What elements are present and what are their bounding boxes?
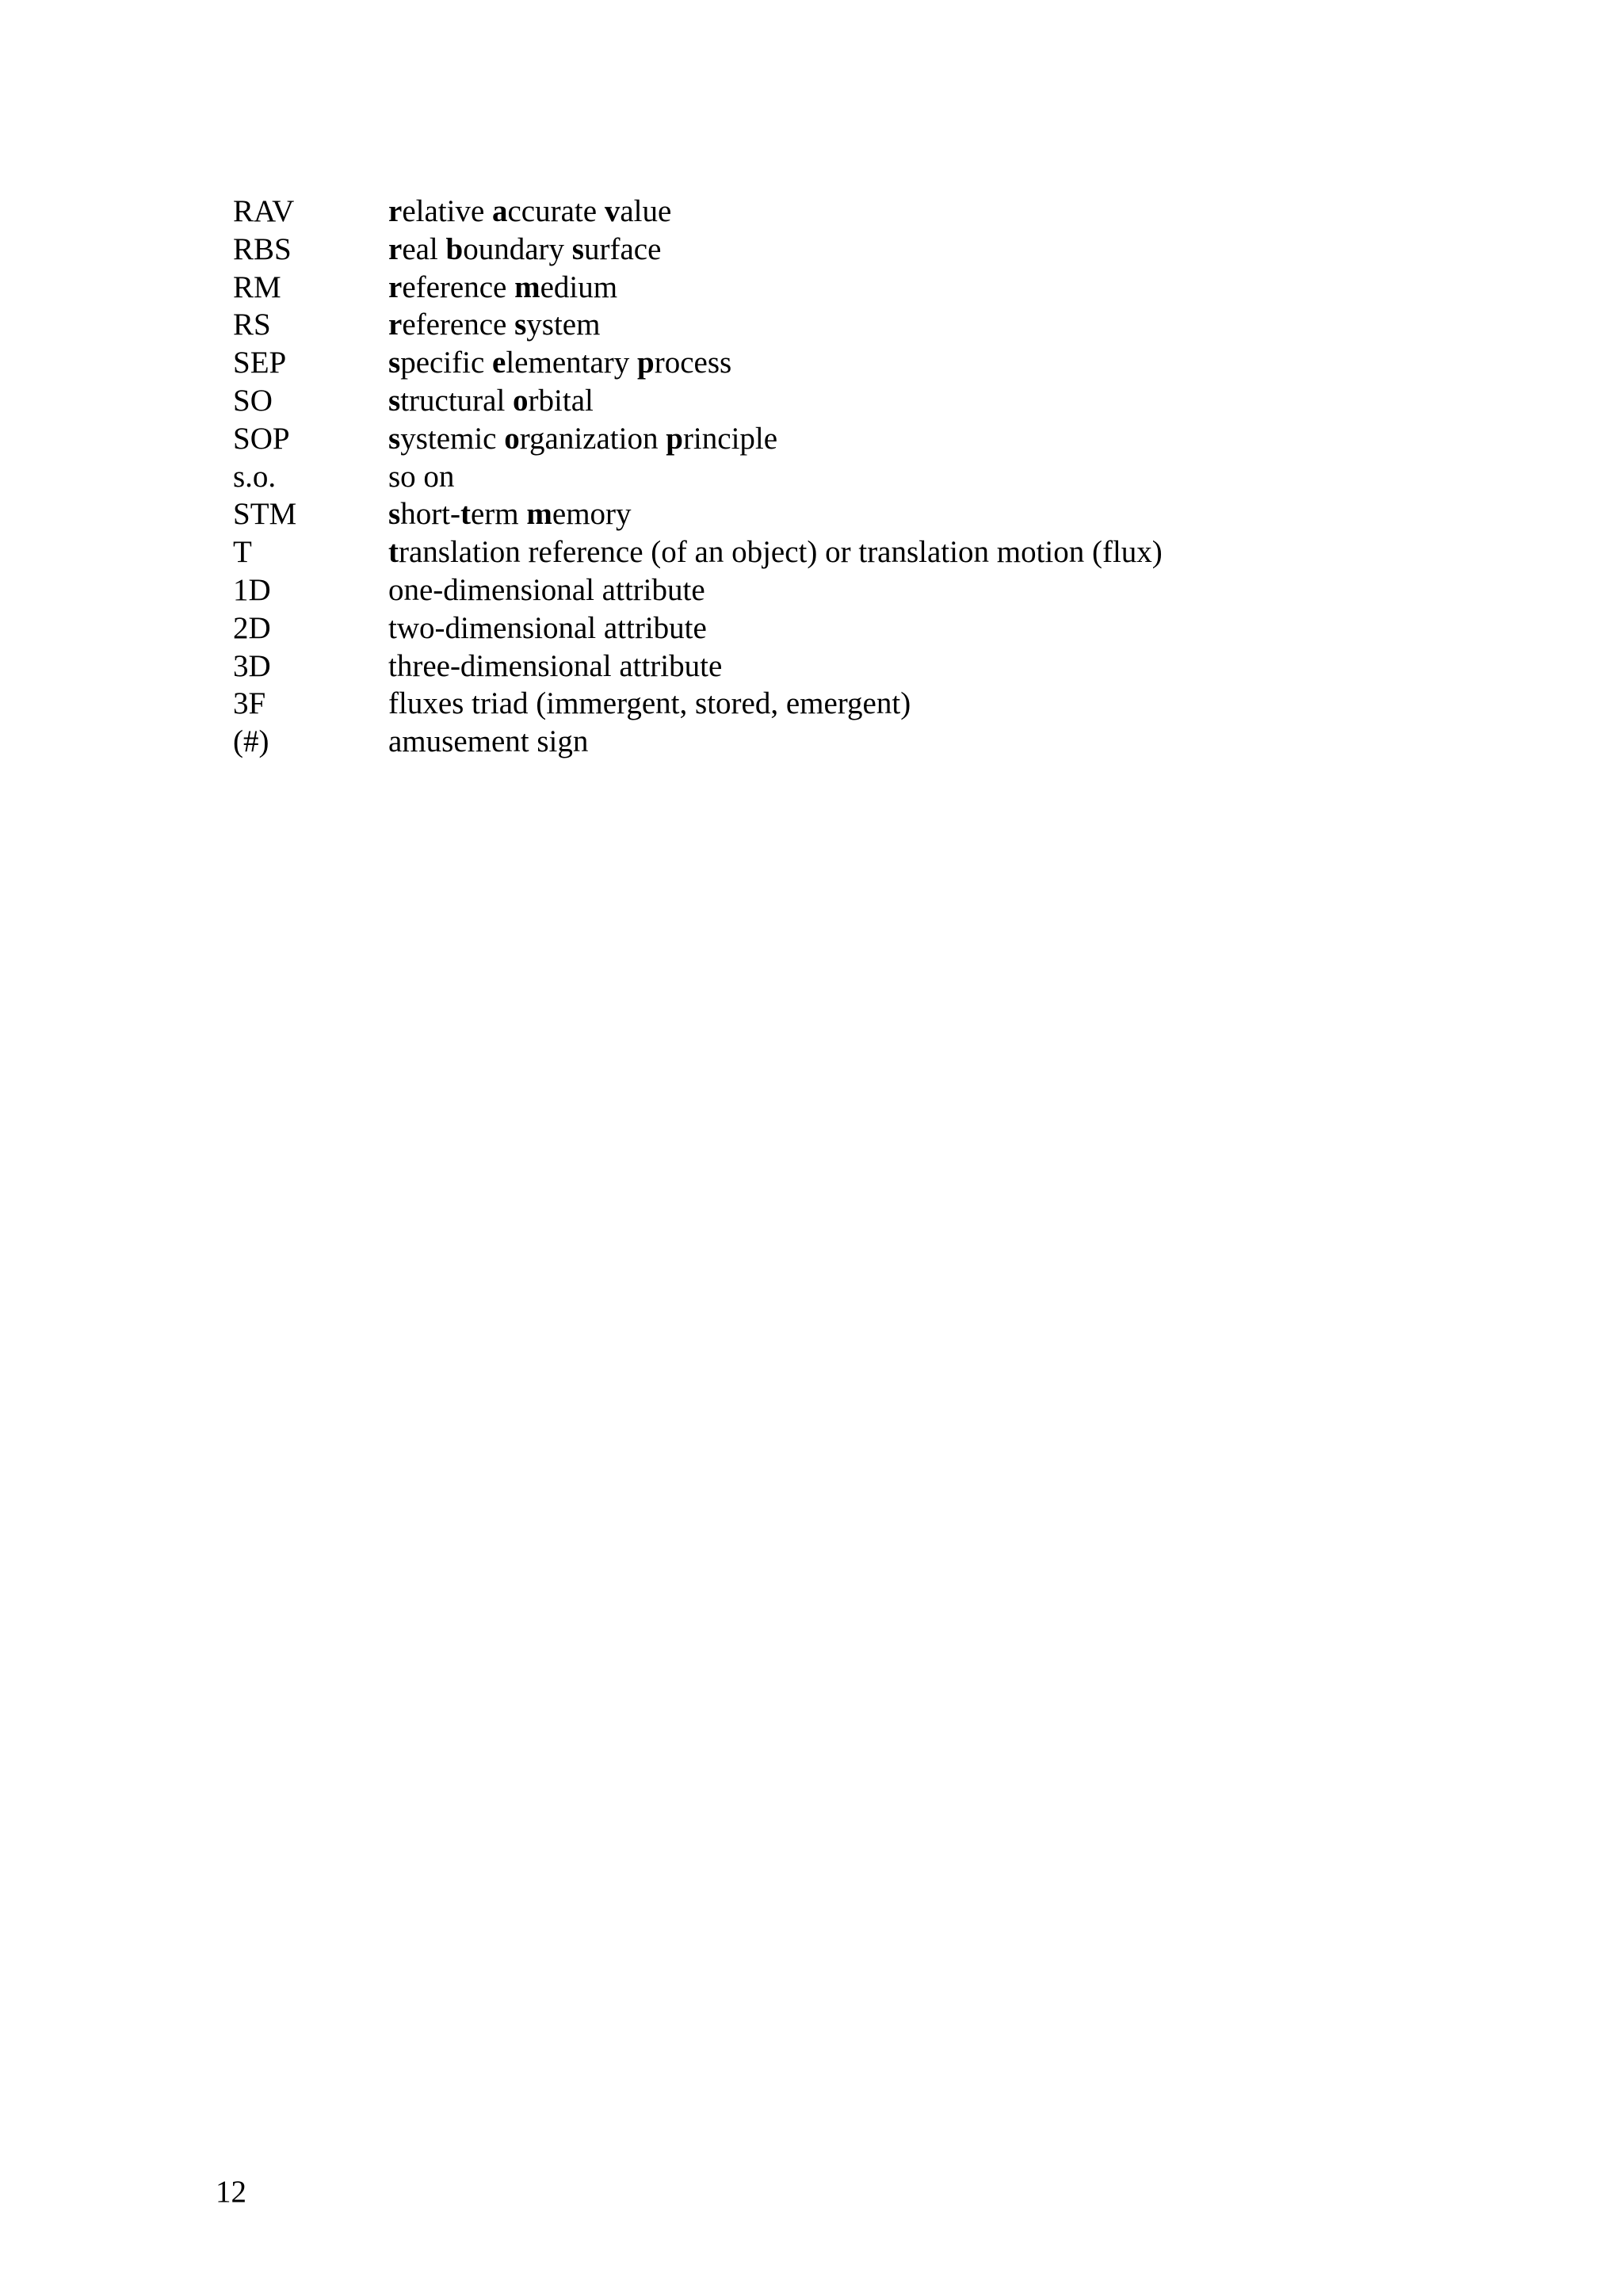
definition-text: ccurate bbox=[507, 194, 605, 228]
abbreviation-definition bbox=[388, 231, 1422, 269]
abbreviation-definition bbox=[388, 344, 1422, 382]
definition-text: rinciple bbox=[682, 421, 778, 456]
definition-text: ystemic bbox=[400, 421, 505, 456]
abbreviation-term: SO bbox=[233, 383, 273, 418]
page-number: 12 bbox=[216, 2175, 246, 2209]
definition-text: pecific bbox=[400, 346, 493, 380]
definition-text: eference bbox=[402, 308, 515, 342]
abbreviation-row bbox=[233, 723, 1422, 761]
abbreviation-definition bbox=[388, 458, 1422, 496]
definition-initial-letter: o bbox=[504, 421, 520, 456]
definition-initial-letter: r bbox=[388, 231, 403, 266]
abbreviation-term: 3D bbox=[233, 648, 271, 683]
definition-text: rocess bbox=[654, 346, 732, 380]
definition-text: urface bbox=[583, 231, 662, 266]
definition-text: fluxes triad (immergent, stored, emergent) bbox=[388, 686, 911, 721]
abbreviation-row bbox=[233, 609, 1422, 648]
definition-text: two-dimensional attribute bbox=[388, 610, 707, 645]
definition-initial-letter: t bbox=[388, 535, 399, 570]
definition-initial-letter: r bbox=[388, 269, 403, 304]
abbreviation-definition bbox=[388, 723, 1422, 761]
definition-text: hort- bbox=[400, 497, 460, 532]
definition-initial-letter: o bbox=[513, 383, 529, 418]
abbreviation-term: RM bbox=[233, 269, 281, 304]
definition-initial-letter: b bbox=[445, 231, 464, 266]
abbreviation-row bbox=[233, 533, 1422, 571]
definition-text: elative bbox=[402, 194, 492, 228]
abbreviation-definition bbox=[388, 685, 1422, 723]
definition-text: three-dimensional attribute bbox=[388, 648, 723, 683]
definition-initial-letter: s bbox=[571, 231, 584, 266]
abbreviation-term: STM bbox=[233, 497, 297, 532]
definition-initial-letter: p bbox=[637, 346, 655, 380]
abbreviation-term: SOP bbox=[233, 421, 290, 456]
abbreviation-definition bbox=[388, 495, 1422, 533]
definition-text: rganization bbox=[519, 421, 666, 456]
abbreviation-term: RAV bbox=[233, 194, 295, 228]
definition-text: lementary bbox=[506, 346, 638, 380]
abbreviation-row bbox=[233, 495, 1422, 533]
abbreviation-term: SEP bbox=[233, 346, 287, 380]
definition-text: oundary bbox=[463, 231, 572, 266]
definition-initial-letter: s bbox=[388, 421, 401, 456]
abbreviation-term: 1D bbox=[233, 572, 271, 607]
definition-initial-letter: s bbox=[388, 346, 401, 380]
definition-initial-letter: m bbox=[514, 269, 540, 304]
abbreviation-term: 2D bbox=[233, 610, 271, 645]
definition-text: one-dimensional attribute bbox=[388, 572, 705, 607]
definition-text: erm bbox=[471, 497, 527, 532]
definition-text: tructural bbox=[400, 383, 514, 418]
abbreviation-definition bbox=[388, 571, 1422, 609]
definition-text: rbital bbox=[528, 383, 594, 418]
definition-text: eference bbox=[402, 269, 515, 304]
abbreviation-definition bbox=[388, 533, 1422, 571]
definition-initial-letter: s bbox=[388, 383, 401, 418]
abbreviation-definition bbox=[388, 420, 1422, 458]
definition-text: eal bbox=[402, 231, 446, 266]
definition-text: emory bbox=[552, 497, 632, 532]
definition-initial-letter: t bbox=[460, 497, 471, 532]
definition-text: ystem bbox=[526, 308, 601, 342]
abbreviation-row bbox=[233, 269, 1422, 307]
definition-text: ranslation reference (of an object) or translation motion (flux) bbox=[399, 535, 1163, 570]
definition-initial-letter: r bbox=[388, 308, 403, 342]
abbreviation-definition bbox=[388, 306, 1422, 344]
definition-text: edium bbox=[540, 269, 618, 304]
abbreviation-definition bbox=[388, 269, 1422, 307]
definition-text: alue bbox=[620, 194, 672, 228]
definition-text: so on bbox=[388, 459, 455, 494]
abbreviation-row bbox=[233, 306, 1422, 344]
abbreviation-term: RBS bbox=[233, 231, 292, 266]
definition-initial-letter: s bbox=[388, 497, 401, 532]
abbreviation-definition bbox=[388, 648, 1422, 686]
definition-initial-letter: s bbox=[514, 308, 527, 342]
definition-initial-letter: m bbox=[526, 497, 552, 532]
abbreviation-row bbox=[233, 648, 1422, 686]
abbreviation-row bbox=[233, 382, 1422, 420]
definition-initial-letter: e bbox=[492, 346, 506, 380]
abbreviation-term: (#) bbox=[233, 724, 269, 759]
definition-initial-letter: v bbox=[604, 194, 621, 228]
abbreviation-definition bbox=[388, 609, 1422, 648]
abbreviation-row bbox=[233, 458, 1422, 496]
abbreviation-row bbox=[233, 685, 1422, 723]
abbreviation-row bbox=[233, 193, 1422, 231]
abbreviation-definition bbox=[388, 193, 1422, 231]
abbreviation-row bbox=[233, 571, 1422, 609]
abbreviation-term: s.o. bbox=[233, 459, 277, 494]
definition-text: amusement sign bbox=[388, 724, 589, 759]
abbreviation-term: T bbox=[233, 535, 252, 570]
abbreviation-definition bbox=[388, 382, 1422, 420]
definition-initial-letter: r bbox=[388, 194, 403, 228]
abbreviation-row bbox=[233, 420, 1422, 458]
abbreviation-term: 3F bbox=[233, 686, 266, 721]
abbreviation-row bbox=[233, 344, 1422, 382]
definition-initial-letter: a bbox=[492, 194, 508, 228]
abbreviation-list bbox=[233, 193, 1422, 761]
abbreviation-row bbox=[233, 231, 1422, 269]
definition-initial-letter: p bbox=[666, 421, 683, 456]
abbreviation-term: RS bbox=[233, 308, 271, 342]
